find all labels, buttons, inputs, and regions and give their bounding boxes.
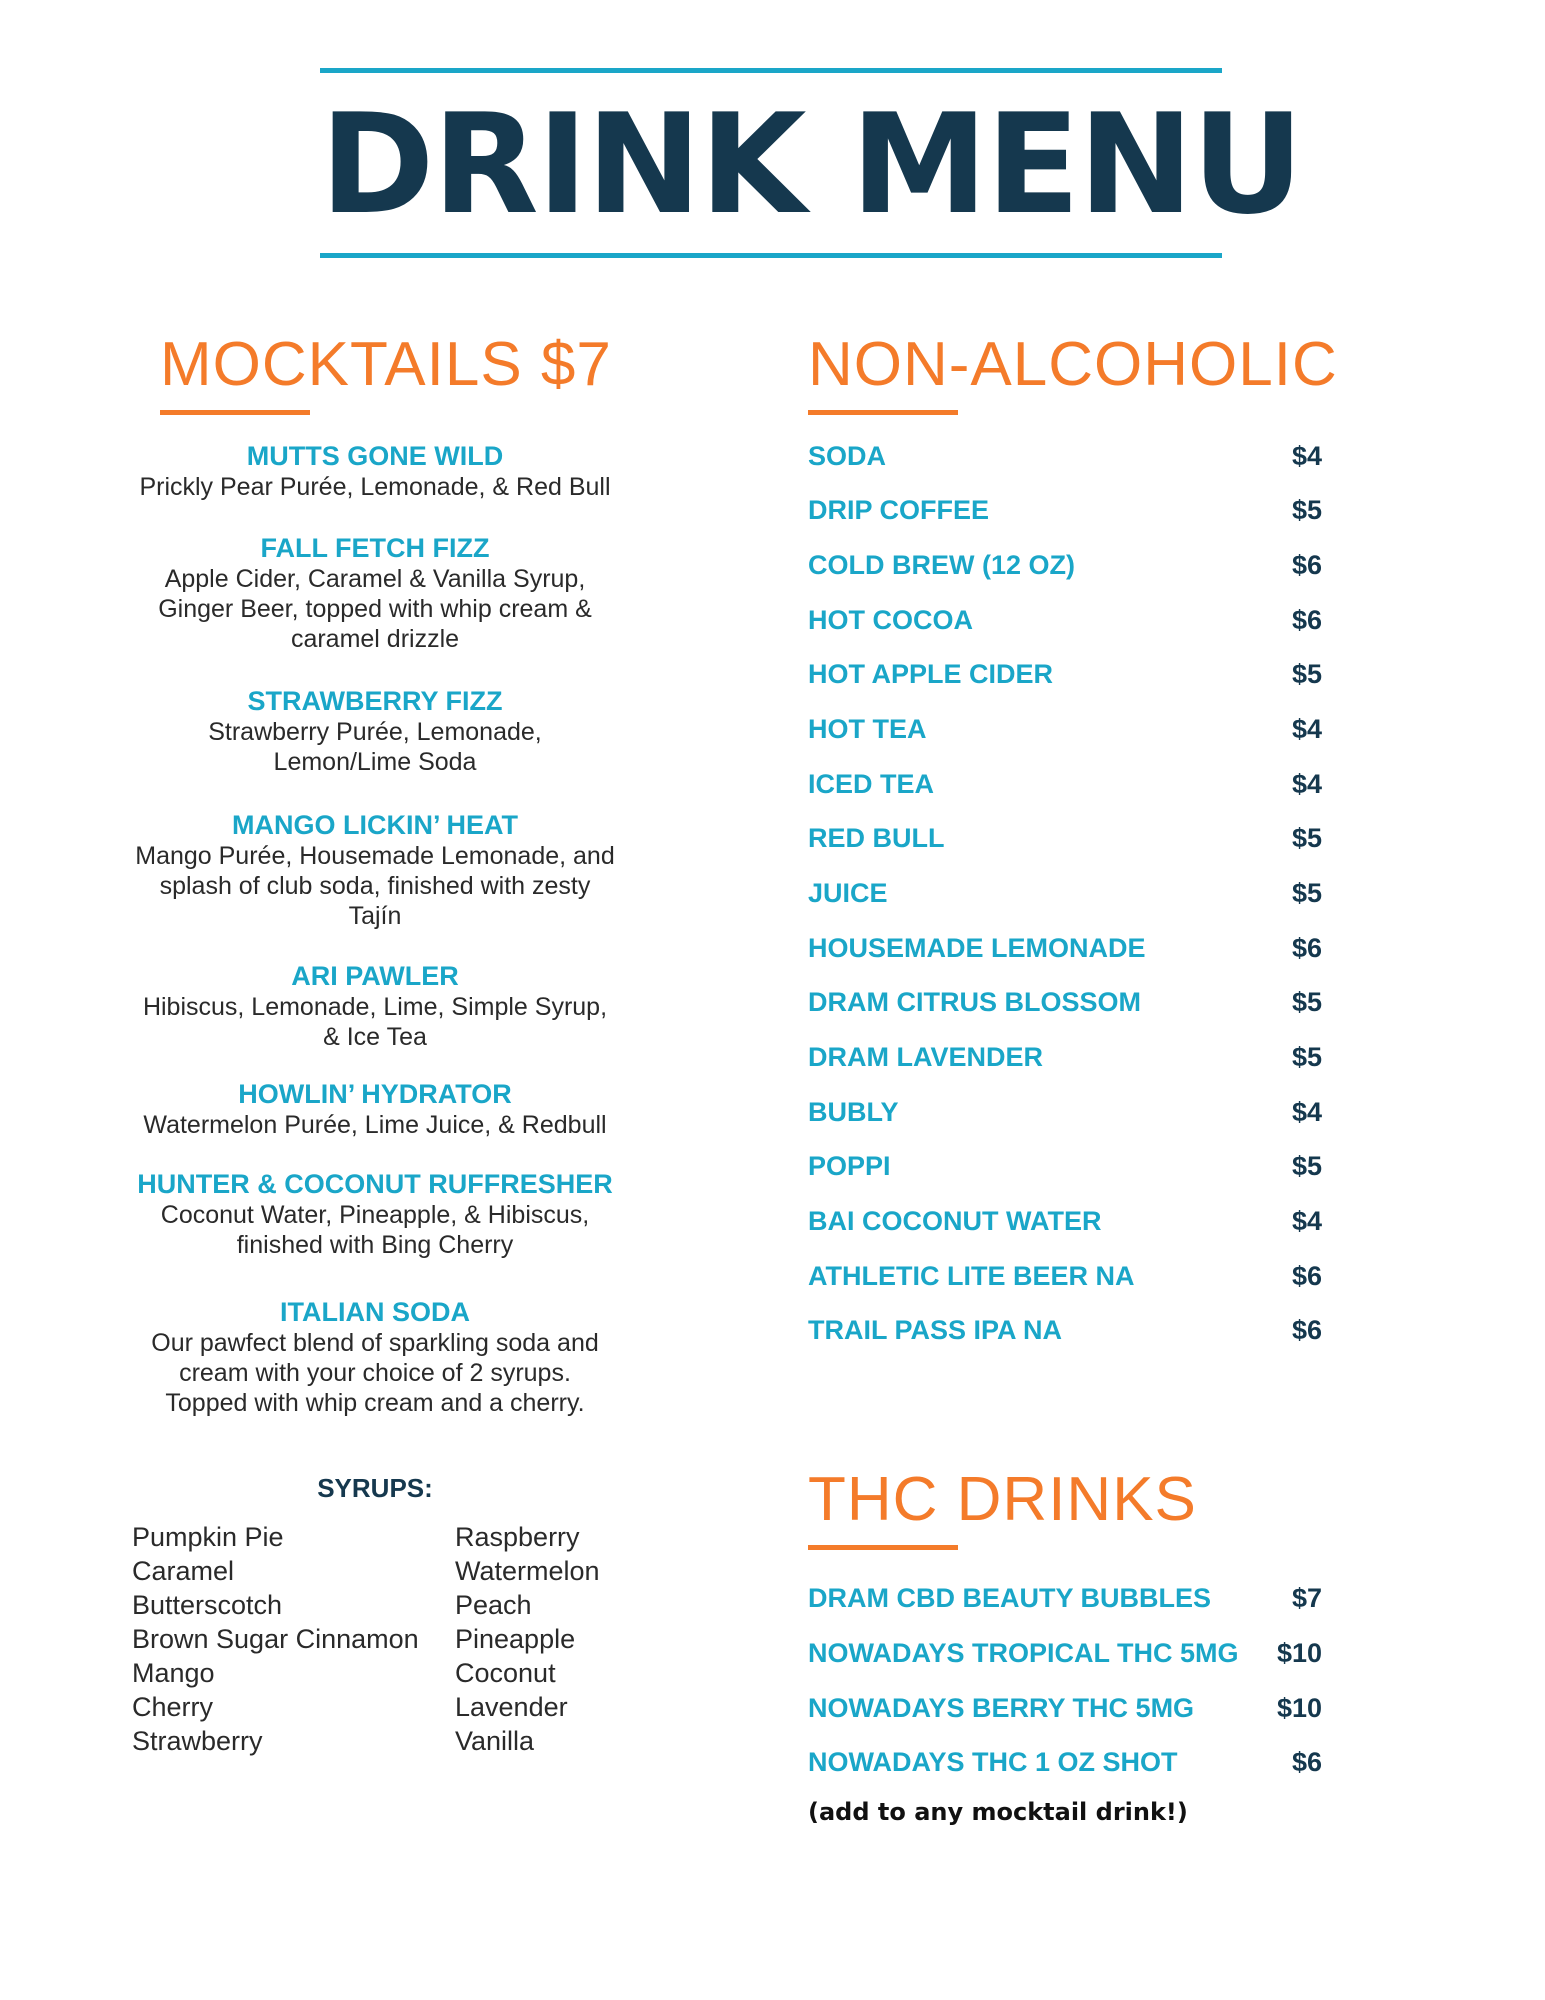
syrup-item: Caramel (132, 1556, 235, 1586)
drink-name: DRIP COFFEE (808, 495, 990, 525)
menu-row (808, 654, 1322, 694)
drink-name: DRAM CBD BEAUTY BUBBLES (808, 1583, 1212, 1613)
drink-price: $5 (1291, 1151, 1322, 1181)
mocktail-item (120, 1168, 630, 1260)
drink-name: SODA (808, 441, 887, 471)
mocktail-item (120, 960, 630, 1052)
syrup-item: Coconut (455, 1658, 556, 1688)
mocktail-name: ITALIAN SODA (280, 1297, 470, 1327)
mocktails-heading: MOCKTAILS $7 (160, 330, 612, 399)
drink-name: NOWADAYS BERRY THC 5MG (808, 1693, 1195, 1723)
menu-row (808, 764, 1322, 804)
menu-row (808, 982, 1322, 1022)
drink-name: BAI COCONUT WATER (808, 1206, 1102, 1236)
drink-name: BUBLY (808, 1097, 899, 1127)
mocktail-name: STRAWBERRY FIZZ (247, 686, 503, 716)
mocktail-name: MUTTS GONE WILD (246, 441, 504, 471)
syrup-item: Brown Sugar Cinnamon (132, 1624, 419, 1654)
menu-row (808, 1256, 1322, 1296)
drink-name: HOT APPLE CIDER (808, 659, 1054, 689)
menu-row (808, 1146, 1322, 1186)
mocktails-heading-rule (160, 410, 310, 415)
menu-row (808, 928, 1322, 968)
menu-row (808, 1310, 1322, 1350)
drink-name: NOWADAYS TROPICAL THC 5MG (808, 1638, 1239, 1668)
mocktail-desc-line: finished with Bing Cherry (236, 1231, 514, 1259)
syrup-item: Raspberry (455, 1522, 580, 1552)
drink-price: $5 (1291, 1042, 1322, 1072)
drink-name: COLD BREW (12 OZ) (808, 550, 1075, 580)
thc-drinks-heading-rule (808, 1545, 958, 1550)
mocktail-desc-line: Watermelon Purée, Lime Juice, & Redbull (143, 1111, 607, 1139)
mocktail-desc-line: Ginger Beer, topped with whip cream & (158, 595, 592, 623)
menu-row (808, 545, 1322, 585)
syrup-item: Butterscotch (132, 1590, 283, 1620)
syrup-item: Mango (132, 1658, 215, 1688)
mocktail-desc-line: Tajín (348, 902, 402, 930)
mocktail-name: ARI PAWLER (291, 961, 459, 991)
title-bottom-rule (320, 253, 1222, 258)
mocktail-desc-line: & Ice Tea (323, 1023, 427, 1051)
syrup-item: Vanilla (455, 1726, 535, 1756)
drink-price: $10 (1276, 1693, 1322, 1723)
menu-row (808, 436, 1322, 476)
mocktail-desc-line: caramel drizzle (290, 625, 460, 653)
syrup-item: Peach (455, 1590, 532, 1620)
syrups-list-right (455, 1520, 600, 1758)
mocktail-name: HUNTER & COCONUT RUFFRESHER (137, 1169, 613, 1199)
menu-title-block (320, 68, 1302, 260)
mocktail-desc-line: Mango Purée, Housemade Lemonade, and (135, 842, 615, 870)
title-top-rule (320, 68, 1222, 73)
mocktail-desc-line: Prickly Pear Purée, Lemonade, & Red Bull (139, 473, 611, 501)
syrup-item: Pineapple (455, 1624, 576, 1654)
drink-price: $6 (1291, 1261, 1322, 1291)
thc-note: (add to any mocktail drink!) (808, 1798, 1188, 1826)
mocktail-desc-line: Strawberry Purée, Lemonade, (208, 718, 542, 746)
syrups-list-left (132, 1520, 419, 1758)
drink-name: DRAM CITRUS BLOSSOM (808, 987, 1141, 1017)
menu-row (808, 1578, 1322, 1618)
syrup-item: Watermelon (455, 1556, 600, 1586)
syrup-item: Cherry (132, 1692, 214, 1722)
page-title: DRINK MENU (320, 84, 1302, 245)
mocktail-desc-line: cream with your choice of 2 syrups. (179, 1359, 571, 1387)
menu-row (808, 1092, 1322, 1132)
menu-row (808, 1688, 1322, 1728)
syrup-item: Pumpkin Pie (132, 1522, 284, 1552)
drink-price: $6 (1291, 550, 1322, 580)
mocktail-desc-line: splash of club soda, finished with zesty (159, 872, 591, 900)
drink-name: ICED TEA (808, 769, 935, 799)
drink-name: NOWADAYS THC 1 OZ SHOT (808, 1747, 1178, 1777)
drink-name: TRAIL PASS IPA NA (808, 1315, 1063, 1345)
drink-name: JUICE (808, 878, 888, 908)
drink-price: $4 (1291, 714, 1322, 744)
drink-price: $4 (1291, 1206, 1322, 1236)
drink-price: $10 (1276, 1638, 1322, 1668)
menu-row (808, 1742, 1322, 1782)
drink-price: $6 (1291, 605, 1322, 635)
drink-price: $5 (1291, 878, 1322, 908)
mocktail-desc-line: Our pawfect blend of sparkling soda and (151, 1329, 599, 1357)
drink-price: $6 (1291, 1315, 1322, 1345)
mocktail-item (120, 809, 630, 931)
menu-row (808, 1201, 1322, 1241)
drink-price: $5 (1291, 823, 1322, 853)
menu-row (808, 709, 1322, 749)
non-alcoholic-heading-rule (808, 410, 958, 415)
drink-name: ATHLETIC LITE BEER NA (808, 1261, 1135, 1291)
drink-price: $6 (1291, 1747, 1322, 1777)
syrups-title: SYRUPS: (317, 1473, 433, 1503)
drink-name: POPPI (808, 1151, 891, 1181)
mocktail-desc-line: Apple Cider, Caramel & Vanilla Syrup, (164, 565, 586, 593)
mocktail-name: FALL FETCH FIZZ (260, 533, 490, 563)
drink-price: $5 (1291, 987, 1322, 1017)
mocktail-item (120, 1296, 630, 1418)
non-alcoholic-heading: NON-ALCOHOLIC (808, 330, 1338, 399)
syrup-item: Lavender (455, 1692, 568, 1722)
thc-drinks-heading: THC DRINKS (808, 1465, 1197, 1534)
drink-price: $7 (1291, 1583, 1322, 1613)
menu-row (808, 873, 1322, 913)
mocktail-name: MANGO LICKIN’ HEAT (232, 810, 518, 840)
mocktail-item (120, 1078, 630, 1140)
drink-name: RED BULL (808, 823, 945, 853)
mocktail-desc-line: Topped with whip cream and a cherry. (165, 1389, 585, 1417)
drink-name: HOT TEA (808, 714, 927, 744)
drink-price: $4 (1291, 769, 1322, 799)
mocktail-item (120, 685, 630, 777)
menu-row (808, 818, 1322, 858)
syrup-item: Strawberry (132, 1726, 263, 1756)
drink-price: $5 (1291, 659, 1322, 689)
drink-price: $5 (1291, 495, 1322, 525)
drink-name: HOT COCOA (808, 605, 973, 635)
mocktail-desc-line: Hibiscus, Lemonade, Lime, Simple Syrup, (142, 993, 608, 1021)
menu-row (808, 1633, 1322, 1673)
mocktail-item (120, 532, 630, 654)
mocktail-desc-line: Coconut Water, Pineapple, & Hibiscus, (160, 1201, 590, 1229)
mocktail-name: HOWLIN’ HYDRATOR (238, 1079, 512, 1109)
mocktail-desc-line: Lemon/Lime Soda (273, 748, 477, 776)
mocktail-item (120, 440, 630, 502)
drink-price: $4 (1291, 1097, 1322, 1127)
menu-row (808, 490, 1322, 530)
drink-price: $6 (1291, 933, 1322, 963)
menu-row (808, 600, 1322, 640)
drink-name: DRAM LAVENDER (808, 1042, 1043, 1072)
menu-row (808, 1037, 1322, 1077)
drink-name: HOUSEMADE LEMONADE (808, 933, 1146, 963)
drink-price: $4 (1291, 441, 1322, 471)
